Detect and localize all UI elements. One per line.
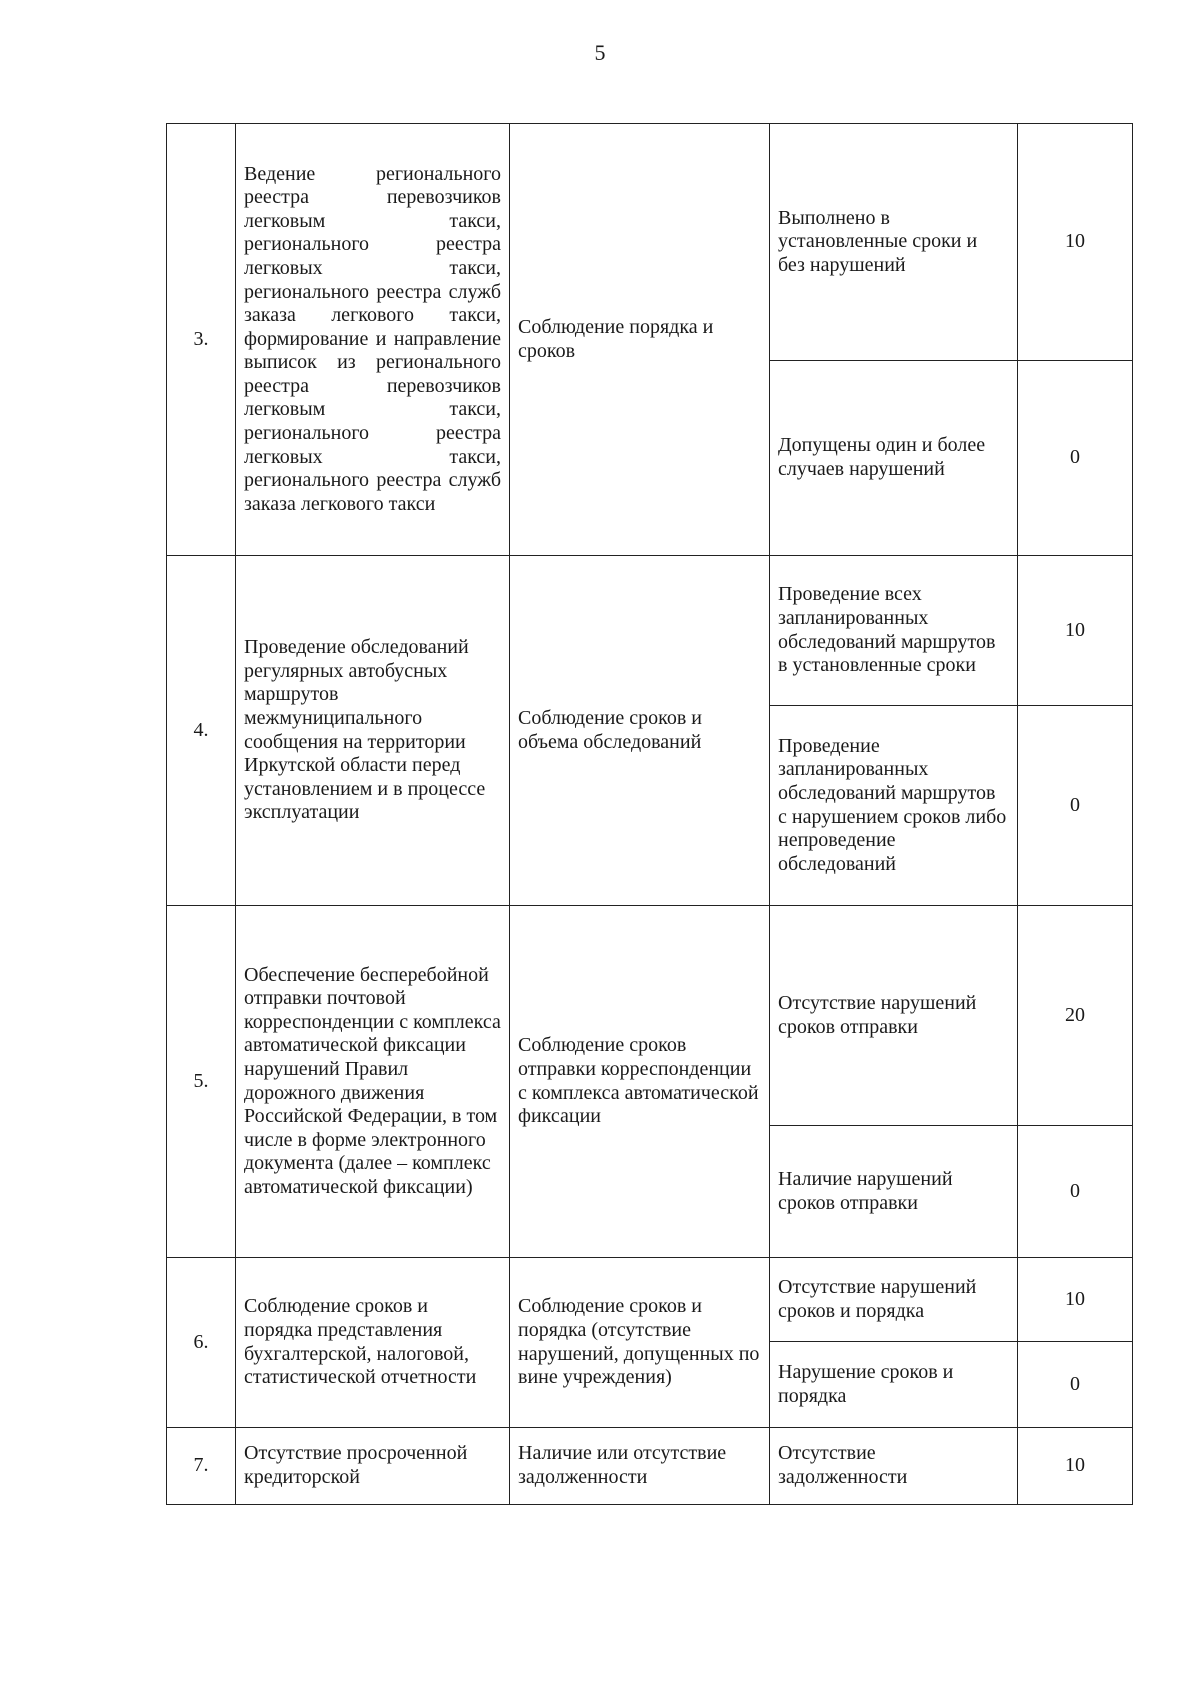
criterion-cell: Соблюдение порядка и сроков xyxy=(510,124,770,556)
outcome-cell: Нарушение сроков и порядка xyxy=(770,1342,1018,1428)
page-number: 5 xyxy=(594,40,606,65)
table-row xyxy=(167,906,1133,1126)
score-cell: 10 xyxy=(1018,1428,1133,1505)
indicator-cell: Проведение обследований регулярных автобусных маршрутов межмуниципального сообщения на территории Иркутской области перед установлением и в процессе эксплуатации xyxy=(236,556,510,906)
table-row xyxy=(167,124,1133,361)
outcome-cell: Выполнено в установленные сроки и без нарушений xyxy=(770,124,1018,361)
outcome-cell: Проведение запланированных обследований маршрутов с нарушением сроков либо непроведение обследований xyxy=(770,706,1018,906)
score-cell: 0 xyxy=(1018,361,1133,556)
outcome-cell: Отсутствие задолженности xyxy=(770,1428,1018,1505)
outcome-cell: Отсутствие нарушений сроков и порядка xyxy=(770,1258,1018,1342)
indicator-cell: Отсутствие просроченной кредиторской xyxy=(236,1428,510,1505)
table-row xyxy=(167,1258,1133,1342)
outcome-cell: Допущены один и более случаев нарушений xyxy=(770,361,1018,556)
row-number: 7. xyxy=(167,1428,236,1505)
score-cell: 0 xyxy=(1018,1342,1133,1428)
score-cell: 0 xyxy=(1018,706,1133,906)
row-number: 4. xyxy=(167,556,236,906)
indicator-cell: Соблюдение сроков и порядка представления бухгалтерской, налоговой, статистической отчетности xyxy=(236,1258,510,1428)
indicator-cell: Обеспечение бесперебойной отправки почтовой корреспонденции с комплекса автоматической фиксации нарушений Правил дорожного движения Российской Федерации, в том числе в форме электронного документа (далее – комплекс автоматической фиксации) xyxy=(236,906,510,1258)
row-number: 3. xyxy=(167,124,236,556)
row-number: 5. xyxy=(167,906,236,1258)
score-cell: 10 xyxy=(1018,1258,1133,1342)
criterion-cell: Соблюдение сроков и порядка (отсутствие нарушений, допущенных по вине учреждения) xyxy=(510,1258,770,1428)
indicator-cell: Ведение регионального реестра перевозчиков легковым такси, регионального реестра легковых такси, регионального реестра служб заказа легкового такси, формирование и направление выписок из регионального реестра перевозчиков легковым такси, регионального реестра легковых такси, регионального реестра служб заказа легкового такси xyxy=(236,124,510,556)
score-cell: 10 xyxy=(1018,124,1133,361)
criterion-cell: Наличие или отсутствие задолженности xyxy=(510,1428,770,1505)
outcome-cell: Проведение всех запланированных обследований маршрутов в установленные сроки xyxy=(770,556,1018,706)
score-cell: 10 xyxy=(1018,556,1133,706)
score-cell: 0 xyxy=(1018,1126,1133,1258)
criterion-cell: Соблюдение сроков и объема обследований xyxy=(510,556,770,906)
criterion-cell: Соблюдение сроков отправки корреспонденции с комплекса автоматической фиксации xyxy=(510,906,770,1258)
criteria-table xyxy=(166,123,1133,1505)
outcome-cell: Наличие нарушений сроков отправки xyxy=(770,1126,1018,1258)
table-row xyxy=(167,1428,1133,1505)
outcome-cell: Отсутствие нарушений сроков отправки xyxy=(770,906,1018,1126)
score-cell: 20 xyxy=(1018,906,1133,1126)
row-number: 6. xyxy=(167,1258,236,1428)
table-row xyxy=(167,556,1133,706)
